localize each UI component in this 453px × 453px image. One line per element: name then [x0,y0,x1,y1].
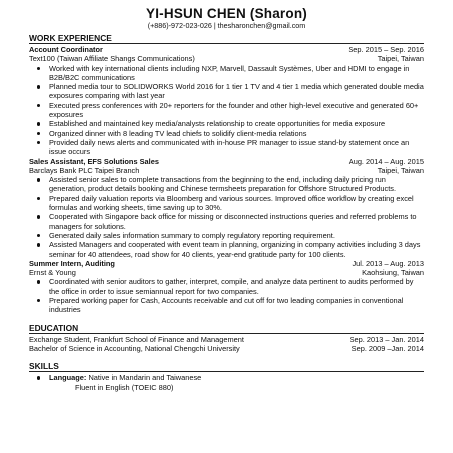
skills-section-title: SKILLS [29,361,59,372]
skills-line-2: Fluent in English (TOEIC 880) [75,382,174,392]
education-text: Exchange Student, Frankfurt School of Finance and Management [29,334,244,344]
job-location: Kaohsiung, Taiwan [362,268,424,278]
bullet-item: Coordinated with senior auditors to gather, interpret, compile, and analyze data pertinent to audits performed by the office in order to issue semiannual report for two companies. [49,277,424,296]
job-role: Account Coordinator [29,45,103,54]
job-company: Barclays Bank PLC Taipei Branch [29,165,140,175]
bullet-item: Prepared daily valuation reports via Bloomberg and various sources. Improved office workflow by creating excel formulas and working sheets, time saving up to 30%. [49,194,424,213]
skills-item [29,373,424,382]
job-company: Text100 (Taiwan Affiliate Shangs Communications) [29,54,195,64]
contact-info: (+886)-972-023-026 | thesharonchen@gmail.com [147,21,306,30]
bullet-item: Worked with key international clients including NXP, Marvell, Dassault Systèmes, Uber and HDMI to engage in B2B/B2C communications [49,64,424,83]
job-entry [29,157,424,259]
work-section-title: WORK EXPERIENCE [29,33,112,43]
job-dates: Sep. 2015 – Sep. 2016 [348,45,424,54]
education-dates: Sep. 2013 – Jan. 2014 [349,334,424,344]
education-section [29,323,424,354]
bullet-item: Planned media tour to SOLIDWORKS World 2016 for 1 tier 1 TV and 4 tier 1 media which generated double media exposures comparing with last year [49,82,424,101]
section-divider [29,43,424,44]
bullet-item: Executed press conferences with 20+ reporters for the founder and other high-level executive and generated 60+ exposures [49,101,424,120]
bullet-item: Organized dinner with 8 leading TV lead chiefs to solidify client-media relations [49,129,424,138]
job-role: Sales Assistant, EFS Solutions Sales [29,156,159,166]
candidate-name: YI-HSUN CHEN (Sharon) [146,6,307,21]
education-text: Bachelor of Science in Accounting, National Chengchi University [29,343,240,353]
education-item [29,344,424,353]
job-bullets [29,277,424,314]
education-section-title: EDUCATION [29,322,79,333]
skills-label: Language: [49,373,87,383]
skills-line-1: Native in Mandarin and Taiwanese [88,373,202,383]
bullet-item: Prepared working paper for Cash, Accounts receivable and cut off for two leading companies in conventional industries [49,296,424,315]
job-dates: Jul. 2013 – Aug. 2013 [352,258,424,268]
job-bullets [29,175,424,259]
bullet-item: Established and maintained key media/analysts relationship to create opportunities for media exposure [49,119,424,128]
job-dates: Aug. 2014 – Aug. 2015 [348,156,424,166]
section-divider [29,371,424,372]
education-item [29,335,424,344]
job-role: Summer Intern, Auditing [29,258,115,268]
bullet-item: Cooperated with Singapore back office for missing or disconnected instructions queries and referred problems to managers for solutions. [49,212,424,231]
job-company: Ernst & Young [29,268,76,278]
bullet-item: Assisted senior sales to complete transactions from the beginning to the end, including daily pricing run generation, product details booking and Chinese termsheets preparation for Offshore Structured Products. [49,175,424,194]
job-location: Taipei, Taiwan [377,165,424,175]
job-entry [29,259,424,315]
education-dates: Sep. 2009 –Jan. 2014 [351,343,424,353]
section-divider [29,333,424,334]
bullet-item: Assisted Managers and cooperated with event team in planning, organizing in company activities including 3 days seminar for 40 attendees, road show for 40 clients, year-end gratitude party for 100 clients. [49,240,424,259]
job-location: Taipei, Taiwan [377,54,424,64]
bullet-item: Provided daily news alerts and communicated with in-house PR manager to issue stand-by statement once an issue occurs [49,138,424,157]
bullet-item: Generated daily sales information summary to comply regulatory reporting requirement. [49,231,424,240]
job-bullets [29,64,424,157]
work-section [29,33,424,315]
job-entry [29,45,424,157]
skills-section [29,361,424,392]
